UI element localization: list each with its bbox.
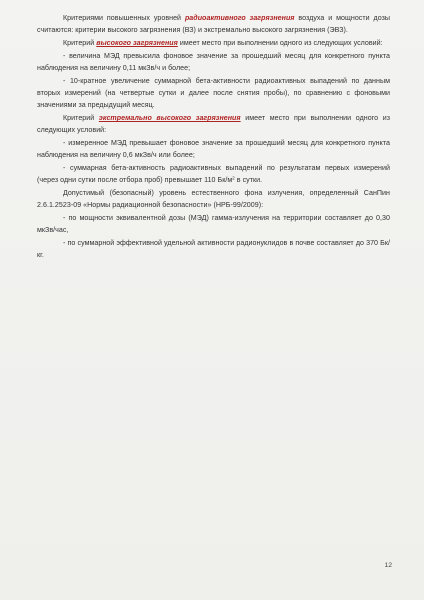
paragraph-allowed-level: Допустимый (безопасный) уровень естественного фона излучения, определенный СанПин 2.6.1.2523-09 «Нормы радиационной безопасности» (НРБ-99/2009): bbox=[37, 189, 390, 210]
text: Критериями повышенных уровней bbox=[63, 14, 185, 22]
list-item-soil-activity: - по суммарной эффективной удельной активности радионуклидов в почве составляет до 370 Бк/кг. bbox=[37, 239, 390, 260]
list-item-total-beta-activity bbox=[37, 162, 390, 186]
paragraph-extreme-pollution-criterion bbox=[37, 112, 390, 136]
text: Критерий bbox=[63, 114, 99, 122]
emphasis-high-pollution: высокого загрязнения bbox=[96, 39, 178, 47]
text: Критерий bbox=[63, 39, 97, 47]
superscript: 2 bbox=[232, 175, 235, 181]
emphasis-radioactive-pollution: радиоактивного загрязнения bbox=[184, 14, 295, 22]
list-item-med-exceeded: - величина МЭД превысила фоновое значение за прошедший месяц для конкретного пункта наблюдения на величину 0,11 мкЗв/ч и более; bbox=[37, 51, 390, 72]
text: имеет место при выполнении одного из следующих условий: bbox=[177, 39, 383, 47]
paragraph-high-pollution-criterion bbox=[37, 37, 390, 49]
document-body bbox=[37, 12, 390, 262]
list-item-gamma-dose: - по мощности эквивалентной дозы (МЭД) гамма-излучения на территории составляет до 0,30 мкЗв/час, bbox=[37, 214, 390, 235]
text: в сутки. bbox=[234, 176, 263, 185]
text: имеет место при выполнении одного из следующих условий: bbox=[37, 114, 391, 135]
text: - суммарная бета-активность радиоактивных выпадений по результатам первых измерений (через одни сутки после отбора проб) превышает 110 Бк/м bbox=[37, 164, 390, 185]
list-item-measured-med: - измеренное МЭД превышает фоновое значение за прошедший месяц для конкретного пункта наблюдения на величину 0,6 мкЗв/ч или более; bbox=[37, 139, 390, 160]
text: воздуха и мощности дозы считаются: критерии высокого загрязнения (ВЗ) и экстремально высокого загрязнения (ЭВЗ). bbox=[37, 14, 391, 35]
paragraph-pollution-criteria bbox=[37, 12, 390, 36]
emphasis-extreme-pollution: экстремально высокого загрязнения bbox=[98, 114, 241, 122]
list-item-beta-activity-increase: - 10-кратное увеличение суммарной бета-активности радиоактивных выпадений по данным вторых измерений (на четвертые сутки и далее после снятия пробы), по сравнению с фоновыми значениями за предыдущий месяц. bbox=[37, 76, 390, 110]
page-number: 12 bbox=[384, 562, 392, 569]
